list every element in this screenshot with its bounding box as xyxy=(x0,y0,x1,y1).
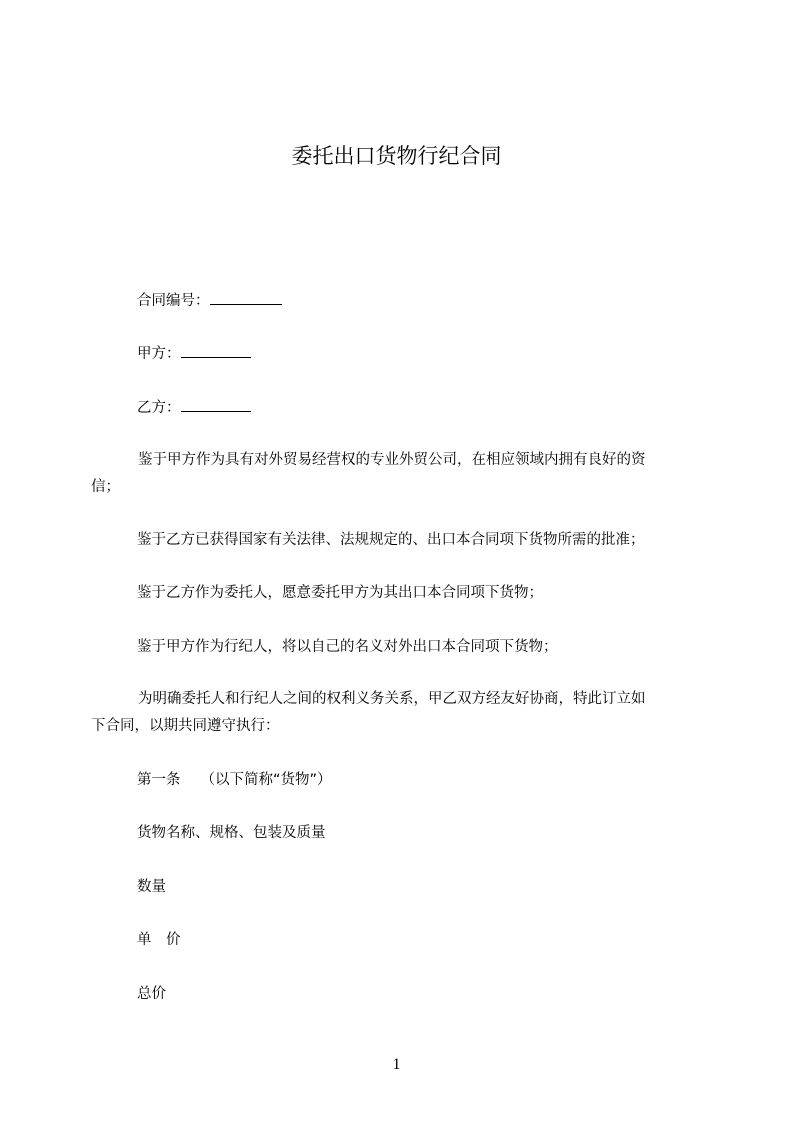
party-b-blank xyxy=(181,410,251,412)
article-1-item-total-price xyxy=(91,981,706,1008)
recital-paragraph-2 xyxy=(91,527,706,554)
goods-spec-label: 货物名称、规格、包装及质量 xyxy=(137,825,326,841)
recital-1-line-2: 信； xyxy=(91,479,120,495)
article-1-heading-row xyxy=(91,767,706,794)
party-b-field xyxy=(91,395,706,422)
article-1-subtitle: （以下简称“货物”） xyxy=(200,772,332,788)
article-1-heading: 第一条 xyxy=(137,772,181,788)
article-1-item-goods xyxy=(91,820,706,847)
recital-5-line-2: 下合同，以期共同遵守执行： xyxy=(91,718,280,734)
recital-paragraph-5 xyxy=(91,686,706,740)
contract-number-blank xyxy=(210,303,282,305)
recital-paragraph-1 xyxy=(91,447,706,501)
article-1-item-quantity xyxy=(91,874,706,901)
total-price-label: 总价 xyxy=(137,986,166,1002)
recital-1-line-1: 鉴于甲方作为具有对外贸易经营权的专业外贸公司，在相应领域内拥有良好的资 xyxy=(138,452,646,468)
party-a-blank xyxy=(181,356,251,358)
recital-3-text: 鉴于乙方作为委托人，愿意委托甲方为其出口本合同项下货物； xyxy=(137,585,543,601)
party-b-label: 乙方： xyxy=(137,400,181,416)
party-a-field xyxy=(91,341,706,368)
recital-5-line-1: 为明确委托人和行纪人之间的权利义务关系，甲乙双方经友好协商，特此订立如 xyxy=(138,691,646,707)
article-1-item-unit-price xyxy=(91,927,706,954)
page-number: 1 xyxy=(392,1056,401,1073)
contract-number-label: 合同编号： xyxy=(137,293,210,309)
quantity-label: 数量 xyxy=(137,879,166,895)
contract-number-field xyxy=(91,288,706,315)
document-title: 委托出口货物行纪合同 xyxy=(291,144,502,168)
party-a-label: 甲方： xyxy=(137,346,181,362)
recital-paragraph-3 xyxy=(91,580,706,607)
recital-paragraph-4 xyxy=(91,634,706,661)
recital-2-text: 鉴于乙方已获得国家有关法律、法规规定的、出口本合同项下货物所需的批准； xyxy=(137,532,645,548)
recital-4-text: 鉴于甲方作为行纪人，将以自己的名义对外出口本合同项下货物； xyxy=(137,639,558,655)
unit-price-label: 单 价 xyxy=(137,932,181,948)
